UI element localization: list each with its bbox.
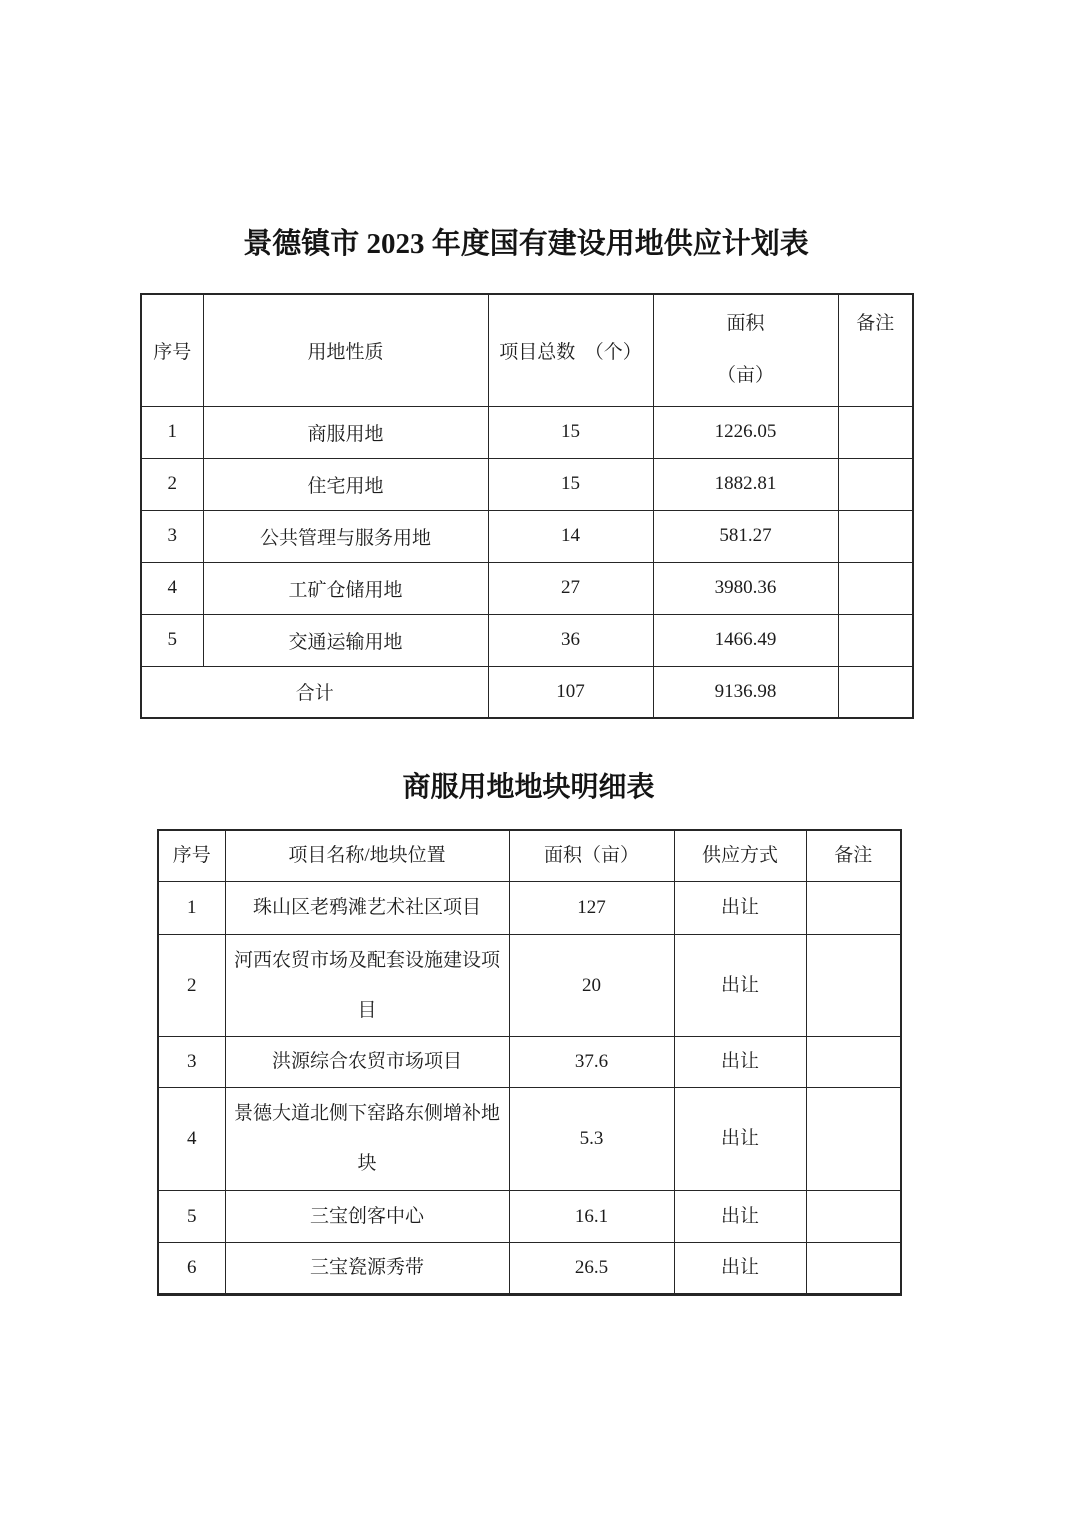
cell-project-count: 27 [488, 562, 653, 614]
cell-total-project-count: 107 [488, 666, 653, 718]
table-row [158, 882, 901, 935]
header-area [653, 294, 838, 406]
cell-seq-no: 2 [158, 935, 225, 1037]
cell-supply-method: 出让 [674, 882, 806, 935]
cell-remarks [806, 1243, 901, 1295]
table-row [158, 1037, 901, 1088]
cell-seq-no: 2 [141, 458, 203, 510]
cell-land-use-type: 工矿仓储用地 [203, 562, 488, 614]
cell-land-use-type: 商服用地 [203, 406, 488, 458]
cell-project-name: 三宝创客中心 [225, 1191, 509, 1243]
cell-area: 5.3 [509, 1088, 674, 1191]
table-row [158, 1243, 901, 1295]
cell-remarks [806, 1037, 901, 1088]
cell-total-area: 9136.98 [653, 666, 838, 718]
table-header-row [158, 830, 901, 882]
cell-land-use-type: 交通运输用地 [203, 614, 488, 666]
cell-project-name: 三宝瓷源秀带 [225, 1243, 509, 1295]
cell-project-count: 15 [488, 406, 653, 458]
supply-plan-table [140, 293, 914, 719]
cell-project-name: 河西农贸市场及配套设施建设项目 [225, 935, 509, 1037]
cell-land-use-type: 公共管理与服务用地 [203, 510, 488, 562]
header-area-line2: （亩） [716, 365, 774, 387]
cell-area: 3980.36 [653, 562, 838, 614]
header-land-use-type: 用地性质 [203, 294, 488, 406]
header-remarks: 备注 [838, 294, 913, 406]
cell-area: 581.27 [653, 510, 838, 562]
cell-area: 26.5 [509, 1243, 674, 1295]
commercial-land-detail-table [157, 829, 902, 1296]
header-supply-method: 供应方式 [674, 830, 806, 882]
cell-area: 1226.05 [653, 406, 838, 458]
header-area: 面积（亩） [509, 830, 674, 882]
cell-area: 1882.81 [653, 458, 838, 510]
table-row [141, 406, 913, 458]
table-row [141, 458, 913, 510]
cell-remarks [838, 510, 913, 562]
cell-area: 20 [509, 935, 674, 1037]
plan-table-title: 景德镇市 2023 年度国有建设用地供应计划表 [243, 228, 809, 260]
table-row [158, 935, 901, 1037]
header-remarks: 备注 [806, 830, 901, 882]
header-seq-no: 序号 [141, 294, 203, 406]
total-row [141, 666, 913, 718]
header-project-count: 项目总数 （个） [488, 294, 653, 406]
cell-supply-method: 出让 [674, 1243, 806, 1295]
cell-seq-no: 1 [158, 882, 225, 935]
cell-seq-no: 5 [158, 1191, 225, 1243]
table-row [141, 510, 913, 562]
cell-seq-no: 5 [141, 614, 203, 666]
cell-supply-method: 出让 [674, 1191, 806, 1243]
cell-remarks [806, 935, 901, 1037]
cell-seq-no: 3 [158, 1037, 225, 1088]
cell-seq-no: 3 [141, 510, 203, 562]
cell-area: 37.6 [509, 1037, 674, 1088]
cell-remarks [806, 1088, 901, 1191]
cell-project-name: 景德大道北侧下窑路东侧增补地块 [225, 1088, 509, 1191]
cell-project-count: 14 [488, 510, 653, 562]
cell-supply-method: 出让 [674, 1088, 806, 1191]
cell-seq-no: 4 [158, 1088, 225, 1191]
cell-seq-no: 4 [141, 562, 203, 614]
cell-remarks [838, 614, 913, 666]
table-row [141, 614, 913, 666]
cell-project-name: 洪源综合农贸市场项目 [225, 1037, 509, 1088]
cell-remarks [838, 406, 913, 458]
cell-supply-method: 出让 [674, 1037, 806, 1088]
header-area-line1: 面积 [726, 313, 765, 335]
cell-total-label: 合计 [141, 666, 488, 718]
table-row [158, 1191, 901, 1243]
table-row [141, 562, 913, 614]
header-seq-no: 序号 [158, 830, 225, 882]
cell-area: 127 [509, 882, 674, 935]
cell-supply-method: 出让 [674, 935, 806, 1037]
header-project-name: 项目名称/地块位置 [225, 830, 509, 882]
table-header-row [141, 294, 913, 406]
cell-seq-no: 1 [141, 406, 203, 458]
cell-area: 16.1 [509, 1191, 674, 1243]
cell-remarks [838, 458, 913, 510]
table-row [158, 1088, 901, 1191]
cell-project-name: 珠山区老鸦滩艺术社区项目 [225, 882, 509, 935]
cell-remarks [806, 1191, 901, 1243]
cell-remarks [838, 562, 913, 614]
cell-remarks [838, 666, 913, 718]
cell-seq-no: 6 [158, 1243, 225, 1295]
detail-table-title: 商服用地地块明细表 [402, 772, 655, 803]
cell-remarks [806, 882, 901, 935]
cell-project-count: 36 [488, 614, 653, 666]
cell-area: 1466.49 [653, 614, 838, 666]
cell-land-use-type: 住宅用地 [203, 458, 488, 510]
cell-project-count: 15 [488, 458, 653, 510]
